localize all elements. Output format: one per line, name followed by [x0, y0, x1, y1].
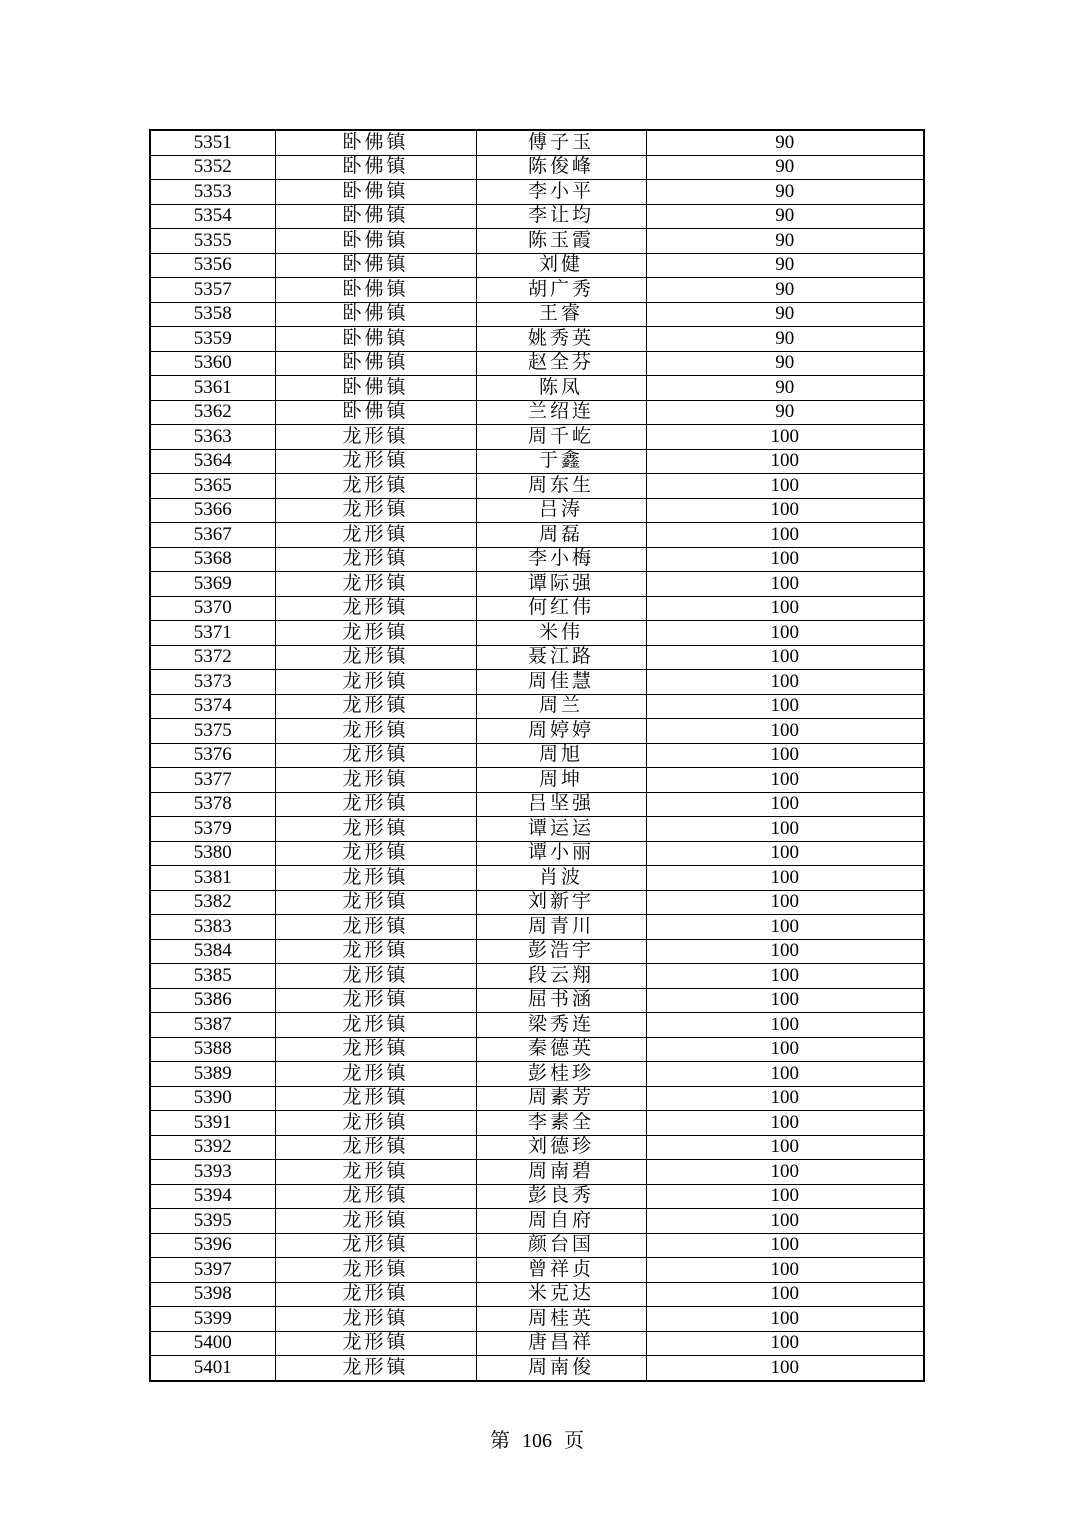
name-cell: 刘新宇 — [476, 890, 646, 915]
town-cell: 卧佛镇 — [275, 278, 476, 303]
table-row — [150, 155, 924, 180]
serial-cell: 5369 — [150, 572, 275, 597]
town-cell: 卧佛镇 — [275, 351, 476, 376]
town-cell: 龙形镇 — [275, 645, 476, 670]
name-cell: 周佳慧 — [476, 670, 646, 695]
town-cell: 卧佛镇 — [275, 400, 476, 425]
name-cell: 肖波 — [476, 866, 646, 891]
amount-cell: 90 — [646, 229, 924, 254]
amount-cell: 100 — [646, 572, 924, 597]
amount-cell: 100 — [646, 988, 924, 1013]
amount-cell: 100 — [646, 1184, 924, 1209]
table-row — [150, 621, 924, 646]
serial-cell: 5367 — [150, 523, 275, 548]
serial-cell: 5355 — [150, 229, 275, 254]
serial-cell: 5370 — [150, 596, 275, 621]
name-cell: 李小平 — [476, 180, 646, 205]
amount-cell: 100 — [646, 939, 924, 964]
town-cell: 龙形镇 — [275, 841, 476, 866]
serial-cell: 5382 — [150, 890, 275, 915]
amount-cell: 100 — [646, 719, 924, 744]
amount-cell: 90 — [646, 130, 924, 155]
amount-cell: 90 — [646, 400, 924, 425]
serial-cell: 5383 — [150, 915, 275, 940]
table-row — [150, 1233, 924, 1258]
table-row — [150, 376, 924, 401]
town-cell: 龙形镇 — [275, 449, 476, 474]
amount-cell: 100 — [646, 1062, 924, 1087]
amount-cell: 100 — [646, 1331, 924, 1356]
name-cell: 唐昌祥 — [476, 1331, 646, 1356]
name-cell: 赵全芬 — [476, 351, 646, 376]
amount-cell: 100 — [646, 743, 924, 768]
table-row — [150, 523, 924, 548]
town-cell: 龙形镇 — [275, 817, 476, 842]
name-cell: 王睿 — [476, 302, 646, 327]
name-cell: 姚秀英 — [476, 327, 646, 352]
amount-cell: 100 — [646, 474, 924, 499]
table-row — [150, 302, 924, 327]
records-body — [150, 130, 924, 1381]
amount-cell: 100 — [646, 890, 924, 915]
town-cell: 龙形镇 — [275, 694, 476, 719]
town-cell: 龙形镇 — [275, 1160, 476, 1185]
name-cell: 于鑫 — [476, 449, 646, 474]
amount-cell: 100 — [646, 1135, 924, 1160]
page-suffix: 页 — [564, 1430, 584, 1452]
table-row — [150, 253, 924, 278]
serial-cell: 5371 — [150, 621, 275, 646]
table-row — [150, 1135, 924, 1160]
serial-cell: 5363 — [150, 425, 275, 450]
name-cell: 米伟 — [476, 621, 646, 646]
serial-cell: 5376 — [150, 743, 275, 768]
table-row — [150, 939, 924, 964]
serial-cell: 5357 — [150, 278, 275, 303]
serial-cell: 5373 — [150, 670, 275, 695]
town-cell: 龙形镇 — [275, 572, 476, 597]
serial-cell: 5394 — [150, 1184, 275, 1209]
serial-cell: 5351 — [150, 130, 275, 155]
name-cell: 李让均 — [476, 204, 646, 229]
serial-cell: 5387 — [150, 1013, 275, 1038]
page-footer — [0, 1428, 1074, 1454]
town-cell: 卧佛镇 — [275, 229, 476, 254]
serial-cell: 5365 — [150, 474, 275, 499]
name-cell: 段云翔 — [476, 964, 646, 989]
table-row — [150, 449, 924, 474]
name-cell: 周青川 — [476, 915, 646, 940]
amount-cell: 100 — [646, 817, 924, 842]
serial-cell: 5374 — [150, 694, 275, 719]
table-row — [150, 351, 924, 376]
serial-cell: 5364 — [150, 449, 275, 474]
name-cell: 兰绍连 — [476, 400, 646, 425]
name-cell: 刘德珍 — [476, 1135, 646, 1160]
name-cell: 聂江路 — [476, 645, 646, 670]
amount-cell: 100 — [646, 1037, 924, 1062]
name-cell: 李素全 — [476, 1111, 646, 1136]
serial-cell: 5360 — [150, 351, 275, 376]
table-row — [150, 400, 924, 425]
serial-cell: 5379 — [150, 817, 275, 842]
amount-cell: 100 — [646, 1233, 924, 1258]
page-number: 106 — [522, 1430, 552, 1452]
amount-cell: 100 — [646, 670, 924, 695]
serial-cell: 5399 — [150, 1307, 275, 1332]
amount-cell: 100 — [646, 768, 924, 793]
serial-cell: 5354 — [150, 204, 275, 229]
serial-cell: 5391 — [150, 1111, 275, 1136]
amount-cell: 100 — [646, 1258, 924, 1283]
name-cell: 刘健 — [476, 253, 646, 278]
town-cell: 龙形镇 — [275, 743, 476, 768]
table-row — [150, 547, 924, 572]
town-cell: 龙形镇 — [275, 1233, 476, 1258]
serial-cell: 5396 — [150, 1233, 275, 1258]
amount-cell: 100 — [646, 621, 924, 646]
serial-cell: 5380 — [150, 841, 275, 866]
town-cell: 卧佛镇 — [275, 302, 476, 327]
table-row — [150, 572, 924, 597]
amount-cell: 90 — [646, 278, 924, 303]
serial-cell: 5361 — [150, 376, 275, 401]
table-row — [150, 596, 924, 621]
table-row — [150, 817, 924, 842]
town-cell: 龙形镇 — [275, 988, 476, 1013]
serial-cell: 5378 — [150, 792, 275, 817]
town-cell: 龙形镇 — [275, 1013, 476, 1038]
table-row — [150, 204, 924, 229]
name-cell: 胡广秀 — [476, 278, 646, 303]
town-cell: 卧佛镇 — [275, 130, 476, 155]
serial-cell: 5368 — [150, 547, 275, 572]
serial-cell: 5356 — [150, 253, 275, 278]
serial-cell: 5359 — [150, 327, 275, 352]
town-cell: 龙形镇 — [275, 547, 476, 572]
records-table — [149, 129, 925, 1382]
amount-cell: 90 — [646, 204, 924, 229]
table-row — [150, 1111, 924, 1136]
town-cell: 龙形镇 — [275, 719, 476, 744]
town-cell: 龙形镇 — [275, 1062, 476, 1087]
page-prefix: 第 — [490, 1430, 510, 1452]
serial-cell: 5393 — [150, 1160, 275, 1185]
amount-cell: 90 — [646, 327, 924, 352]
serial-cell: 5377 — [150, 768, 275, 793]
serial-cell: 5352 — [150, 155, 275, 180]
amount-cell: 90 — [646, 302, 924, 327]
name-cell: 周东生 — [476, 474, 646, 499]
name-cell: 周千屹 — [476, 425, 646, 450]
town-cell: 龙形镇 — [275, 1258, 476, 1283]
serial-cell: 5366 — [150, 498, 275, 523]
name-cell: 颜台国 — [476, 1233, 646, 1258]
name-cell: 周南俊 — [476, 1356, 646, 1381]
table-row — [150, 645, 924, 670]
name-cell: 周自府 — [476, 1209, 646, 1234]
serial-cell: 5388 — [150, 1037, 275, 1062]
table-row — [150, 278, 924, 303]
name-cell: 米克达 — [476, 1282, 646, 1307]
table-row — [150, 768, 924, 793]
table-row — [150, 792, 924, 817]
amount-cell: 100 — [646, 1307, 924, 1332]
table-row — [150, 841, 924, 866]
town-cell: 龙形镇 — [275, 1209, 476, 1234]
amount-cell: 90 — [646, 180, 924, 205]
table-row — [150, 1013, 924, 1038]
amount-cell: 100 — [646, 596, 924, 621]
town-cell: 龙形镇 — [275, 964, 476, 989]
name-cell: 何红伟 — [476, 596, 646, 621]
town-cell: 龙形镇 — [275, 915, 476, 940]
table-row — [150, 915, 924, 940]
table-row — [150, 1331, 924, 1356]
town-cell: 卧佛镇 — [275, 253, 476, 278]
name-cell: 傅子玉 — [476, 130, 646, 155]
name-cell: 吕坚强 — [476, 792, 646, 817]
amount-cell: 100 — [646, 964, 924, 989]
table-row — [150, 425, 924, 450]
serial-cell: 5372 — [150, 645, 275, 670]
serial-cell: 5386 — [150, 988, 275, 1013]
town-cell: 龙形镇 — [275, 1037, 476, 1062]
name-cell: 周南碧 — [476, 1160, 646, 1185]
name-cell: 屈书涵 — [476, 988, 646, 1013]
table-row — [150, 670, 924, 695]
table-row — [150, 964, 924, 989]
name-cell: 周兰 — [476, 694, 646, 719]
table-row — [150, 1062, 924, 1087]
table-row — [150, 1282, 924, 1307]
amount-cell: 100 — [646, 645, 924, 670]
amount-cell: 90 — [646, 253, 924, 278]
town-cell: 龙形镇 — [275, 1111, 476, 1136]
name-cell: 陈俊峰 — [476, 155, 646, 180]
amount-cell: 100 — [646, 1356, 924, 1381]
amount-cell: 100 — [646, 792, 924, 817]
amount-cell: 100 — [646, 915, 924, 940]
serial-cell: 5353 — [150, 180, 275, 205]
table-row — [150, 327, 924, 352]
name-cell: 梁秀连 — [476, 1013, 646, 1038]
name-cell: 谭小丽 — [476, 841, 646, 866]
amount-cell: 100 — [646, 1209, 924, 1234]
town-cell: 龙形镇 — [275, 523, 476, 548]
town-cell: 龙形镇 — [275, 1282, 476, 1307]
serial-cell: 5401 — [150, 1356, 275, 1381]
name-cell: 周旭 — [476, 743, 646, 768]
town-cell: 卧佛镇 — [275, 327, 476, 352]
table-row — [150, 1037, 924, 1062]
town-cell: 龙形镇 — [275, 596, 476, 621]
amount-cell: 100 — [646, 841, 924, 866]
amount-cell: 100 — [646, 425, 924, 450]
town-cell: 龙形镇 — [275, 890, 476, 915]
amount-cell: 100 — [646, 866, 924, 891]
name-cell: 彭桂珍 — [476, 1062, 646, 1087]
amount-cell: 100 — [646, 1086, 924, 1111]
serial-cell: 5358 — [150, 302, 275, 327]
table-row — [150, 866, 924, 891]
amount-cell: 90 — [646, 351, 924, 376]
town-cell: 龙形镇 — [275, 1184, 476, 1209]
amount-cell: 100 — [646, 547, 924, 572]
name-cell: 彭浩宇 — [476, 939, 646, 964]
table-row — [150, 1160, 924, 1185]
amount-cell: 100 — [646, 1111, 924, 1136]
amount-cell: 100 — [646, 1282, 924, 1307]
serial-cell: 5392 — [150, 1135, 275, 1160]
table-row — [150, 498, 924, 523]
town-cell: 龙形镇 — [275, 866, 476, 891]
town-cell: 龙形镇 — [275, 1331, 476, 1356]
table-row — [150, 1307, 924, 1332]
serial-cell: 5375 — [150, 719, 275, 744]
table-row — [150, 229, 924, 254]
town-cell: 龙形镇 — [275, 425, 476, 450]
name-cell: 周磊 — [476, 523, 646, 548]
serial-cell: 5384 — [150, 939, 275, 964]
name-cell: 吕涛 — [476, 498, 646, 523]
serial-cell: 5400 — [150, 1331, 275, 1356]
table-row — [150, 1086, 924, 1111]
name-cell: 秦德英 — [476, 1037, 646, 1062]
amount-cell: 100 — [646, 1160, 924, 1185]
table-row — [150, 743, 924, 768]
table-row — [150, 130, 924, 155]
town-cell: 龙形镇 — [275, 792, 476, 817]
town-cell: 龙形镇 — [275, 1356, 476, 1381]
name-cell: 李小梅 — [476, 547, 646, 572]
amount-cell: 100 — [646, 523, 924, 548]
table-row — [150, 474, 924, 499]
table-row — [150, 719, 924, 744]
name-cell: 陈凤 — [476, 376, 646, 401]
name-cell: 周桂英 — [476, 1307, 646, 1332]
serial-cell: 5362 — [150, 400, 275, 425]
town-cell: 龙形镇 — [275, 498, 476, 523]
table-row — [150, 694, 924, 719]
name-cell: 谭际强 — [476, 572, 646, 597]
town-cell: 卧佛镇 — [275, 204, 476, 229]
town-cell: 龙形镇 — [275, 1135, 476, 1160]
town-cell: 龙形镇 — [275, 1307, 476, 1332]
amount-cell: 100 — [646, 498, 924, 523]
amount-cell: 100 — [646, 1013, 924, 1038]
name-cell: 陈玉霞 — [476, 229, 646, 254]
amount-cell: 90 — [646, 155, 924, 180]
table-row — [150, 180, 924, 205]
name-cell: 彭良秀 — [476, 1184, 646, 1209]
name-cell: 周素芳 — [476, 1086, 646, 1111]
table-row — [150, 1356, 924, 1381]
table-row — [150, 1258, 924, 1283]
serial-cell: 5398 — [150, 1282, 275, 1307]
town-cell: 龙形镇 — [275, 621, 476, 646]
name-cell: 曾祥贞 — [476, 1258, 646, 1283]
table-row — [150, 890, 924, 915]
town-cell: 龙形镇 — [275, 1086, 476, 1111]
amount-cell: 100 — [646, 449, 924, 474]
serial-cell: 5385 — [150, 964, 275, 989]
name-cell: 周婷婷 — [476, 719, 646, 744]
table-row — [150, 1184, 924, 1209]
town-cell: 龙形镇 — [275, 474, 476, 499]
town-cell: 龙形镇 — [275, 670, 476, 695]
amount-cell: 90 — [646, 376, 924, 401]
serial-cell: 5389 — [150, 1062, 275, 1087]
town-cell: 龙形镇 — [275, 768, 476, 793]
town-cell: 龙形镇 — [275, 939, 476, 964]
table-row — [150, 988, 924, 1013]
table-row — [150, 1209, 924, 1234]
name-cell: 谭运运 — [476, 817, 646, 842]
serial-cell: 5381 — [150, 866, 275, 891]
town-cell: 卧佛镇 — [275, 180, 476, 205]
town-cell: 卧佛镇 — [275, 155, 476, 180]
name-cell: 周坤 — [476, 768, 646, 793]
town-cell: 卧佛镇 — [275, 376, 476, 401]
serial-cell: 5395 — [150, 1209, 275, 1234]
serial-cell: 5397 — [150, 1258, 275, 1283]
serial-cell: 5390 — [150, 1086, 275, 1111]
amount-cell: 100 — [646, 694, 924, 719]
